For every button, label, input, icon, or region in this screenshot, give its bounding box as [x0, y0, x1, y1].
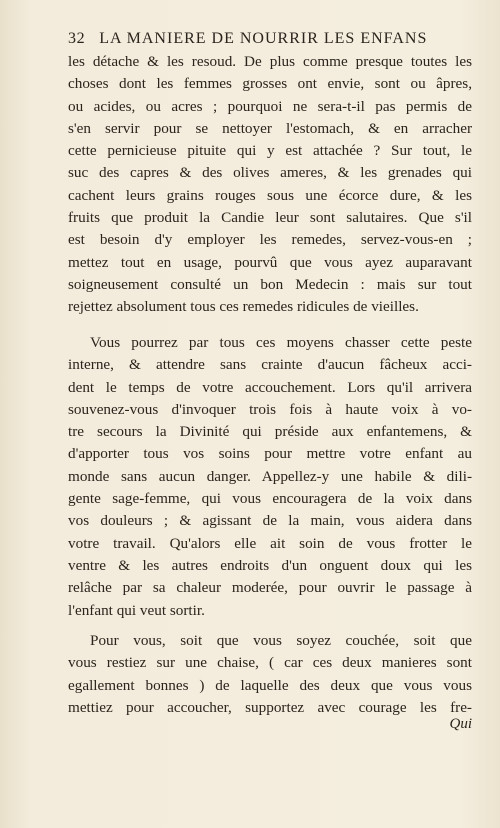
- paragraph-3: [68, 630, 472, 719]
- text-line: d'apporter tous vos soins pour mettre votre enfant au: [68, 445, 472, 463]
- text-line: s'en servir pour se nettoyer l'estomach, & en arracher: [68, 119, 472, 137]
- running-title: LA MANIERE DE NOURRIR LES ENFANS: [99, 30, 428, 47]
- text-line: souvenez-vous d'invoquer trois fois à haute voix à vo-: [68, 400, 472, 418]
- text-line: monde sans aucun danger. Appellez-y une habile & dili-: [68, 467, 472, 485]
- page-number: 32: [68, 30, 86, 47]
- text-line: mettiez pour accoucher, supportez avec courage les fre-: [68, 698, 472, 716]
- text-line: gente sage-femme, qui vous encouragera de la voix dans: [68, 490, 472, 508]
- text-line: l'enfant qui veut sortir.: [68, 601, 205, 619]
- text-line: Vous pourrez par tous ces moyens chasser cette peste: [90, 334, 472, 351]
- text-line: egallement bonnes ) de laquelle des deux que vous vous: [68, 676, 472, 694]
- paragraph-2: [68, 332, 472, 622]
- text-line: interne, & attendre sans crainte d'aucun fâcheux acci-: [68, 356, 472, 374]
- text-line: Pour vous, soit que vous soyez couchée, soit que: [90, 632, 472, 649]
- page-header: [68, 30, 472, 48]
- catchword: Qui: [449, 716, 472, 732]
- text-line: fruits que produit la Candie leur sont salutaires. Que s'il: [68, 209, 472, 227]
- text-line: suc des capres & des olives ameres, & les grenades qui: [68, 164, 472, 182]
- text-line: mettez tout en usage, pourvû que vous ayez auparavant: [68, 253, 472, 271]
- text-line: tre secours la Divinité qui préside aux enfantemens, &: [68, 423, 472, 441]
- text-line: dent le temps de votre accouchement. Lors qu'il arrivera: [68, 378, 472, 396]
- text-line: est besoin d'y employer les remedes, servez-vous-en ;: [68, 231, 472, 249]
- text-line: vos douleurs ; & agissant de la main, vous aidera dans: [68, 512, 472, 530]
- text-line: vous restiez sur une chaise, ( car ces deux manieres sont: [68, 654, 472, 672]
- text-line: votre travail. Qu'alors elle ait soin de vous frotter le: [68, 534, 472, 552]
- text-line: les détache & les resoud. De plus comme presque toutes les: [68, 53, 472, 70]
- text-line: ventre & les autres endroits d'un onguent doux qui les: [68, 556, 472, 574]
- text-line: ou acides, ou acres ; pourquoi ne sera-t-il pas permis de: [68, 97, 472, 115]
- text-line: cette pernicieuse pituite qui y est attachée ? Sur tout, le: [68, 142, 472, 160]
- paragraph-1: [68, 51, 472, 319]
- text-line: soigneusement consulté un bon Medecin : mais sur tout: [68, 275, 472, 293]
- text-line: rejettez absolument tous ces remedes ridicules de vieilles.: [68, 298, 419, 316]
- text-line: cachent leurs grains rouges sous une écorce dure, & les: [68, 186, 472, 204]
- text-line: choses dont les femmes grosses ont envie, sont ou âpres,: [68, 75, 472, 93]
- text-line: relâche par sa chaleur moderée, pour ouvrir le passage à: [68, 579, 472, 597]
